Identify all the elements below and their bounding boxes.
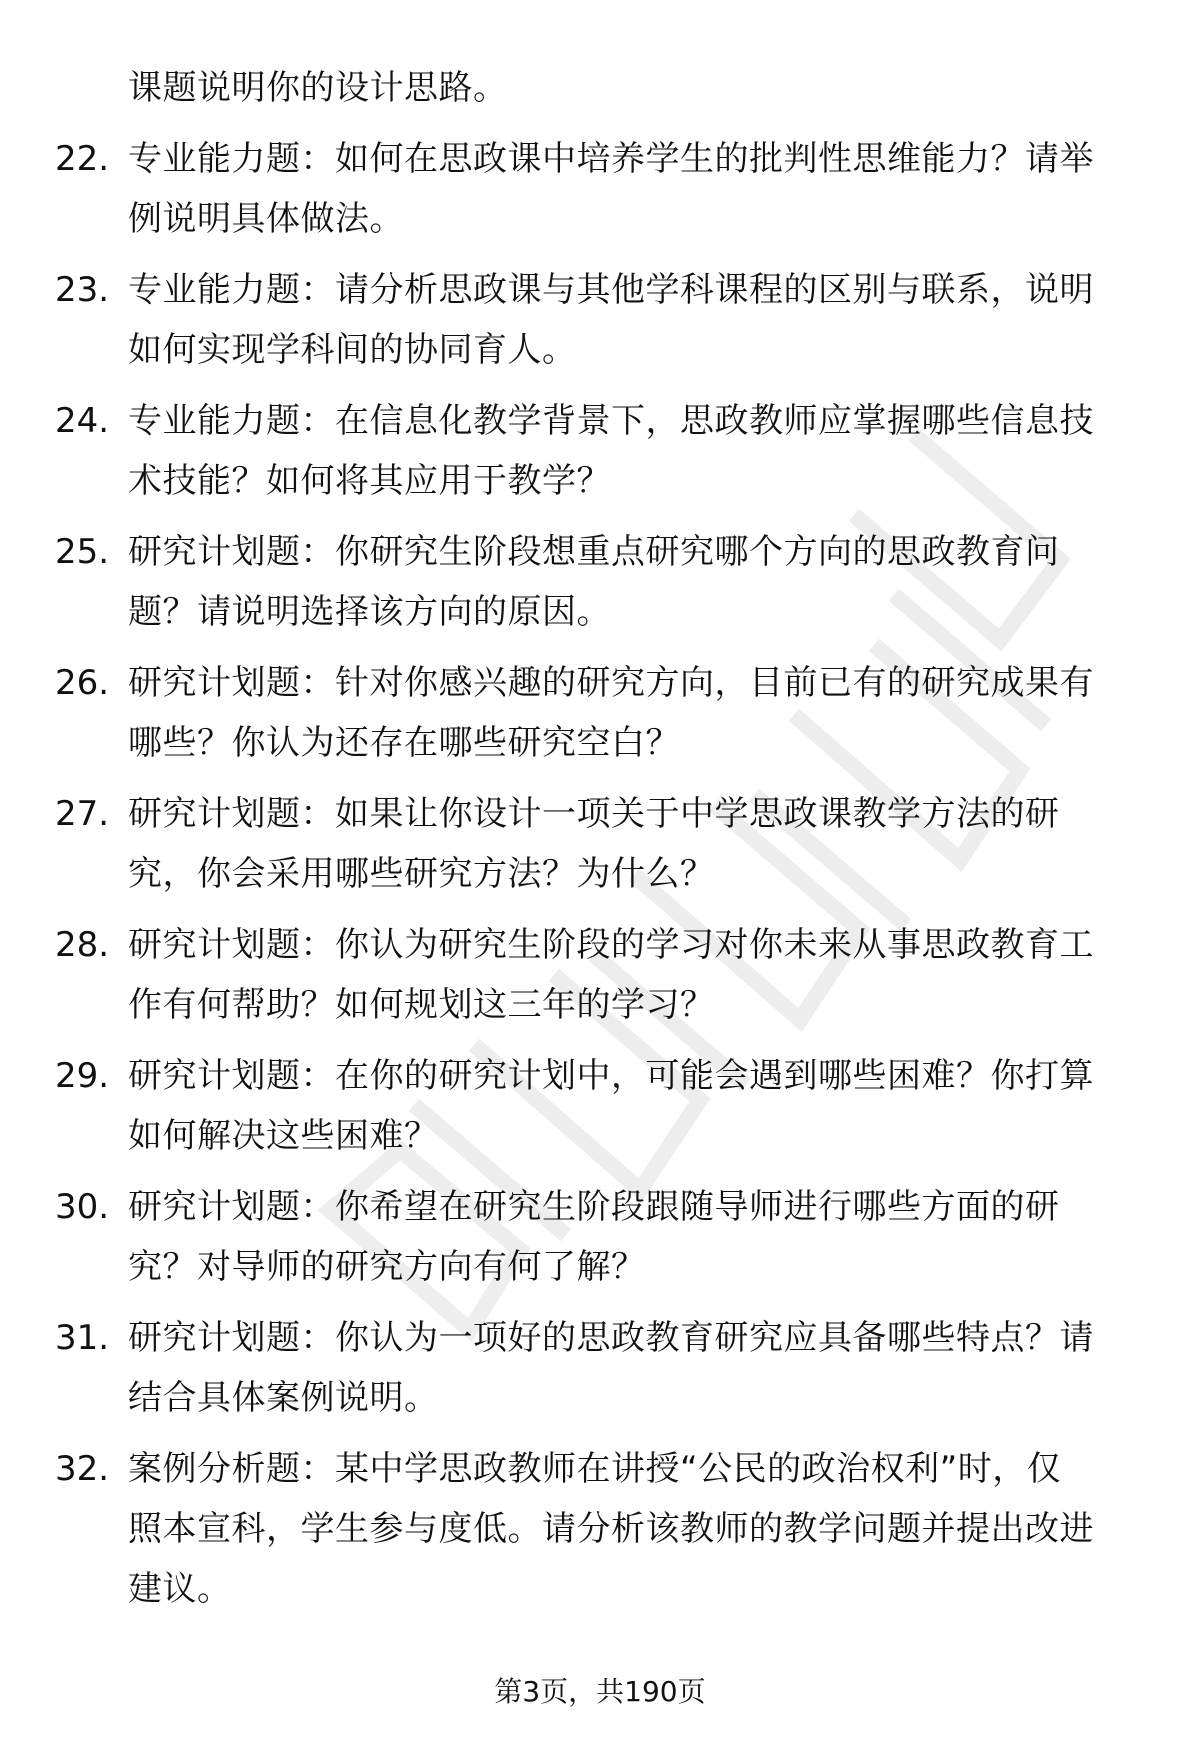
list-item	[55, 129, 1145, 249]
item-number: 28.	[55, 925, 110, 965]
item-text	[128, 915, 1145, 1035]
item-line: 例说明具体做法。	[128, 199, 404, 239]
list-item	[55, 1046, 1145, 1166]
item-number: 23.	[55, 270, 110, 310]
item-number: 26.	[55, 663, 110, 703]
intro-continuation-line: 课题说明你的设计思路。	[128, 68, 508, 108]
item-line: 结合具体案例说明。	[128, 1378, 439, 1418]
item-line: 专业能力题：如何在思政课中培养学生的批判性思维能力？请举	[128, 139, 1094, 179]
item-line: 究？对导师的研究方向有何了解？	[128, 1247, 646, 1287]
list-item	[55, 391, 1145, 511]
item-number: 32.	[55, 1449, 110, 1489]
item-line: 专业能力题：请分析思政课与其他学科课程的区别与联系，说明	[128, 270, 1094, 310]
item-line: 如何解决这些困难？	[128, 1116, 439, 1156]
item-number: 31.	[55, 1318, 110, 1358]
item-line: 如何实现学科间的协同育人。	[128, 330, 577, 370]
item-text	[128, 391, 1145, 511]
page-number-footer: 第3页，共190页	[494, 1675, 706, 1708]
item-text	[128, 260, 1145, 380]
list-item	[55, 1439, 1145, 1619]
list-item	[55, 1177, 1145, 1297]
item-line: 研究计划题：在你的研究计划中，可能会遇到哪些困难？你打算	[128, 1056, 1094, 1096]
item-line: 照本宣科，学生参与度低。请分析该教师的教学问题并提出改进	[128, 1509, 1094, 1549]
item-line: 专业能力题：在信息化教学背景下，思政教师应掌握哪些信息技	[128, 401, 1094, 441]
list-item	[55, 260, 1145, 380]
item-number: 27.	[55, 794, 110, 834]
item-line: 术技能？如何将其应用于教学？	[128, 461, 611, 501]
item-text	[128, 1439, 1145, 1619]
item-line: 研究计划题：你希望在研究生阶段跟随导师进行哪些方面的研	[128, 1187, 1060, 1227]
item-line: 研究计划题：针对你感兴趣的研究方向，目前已有的研究成果有	[128, 663, 1094, 703]
item-text	[128, 1177, 1145, 1297]
item-line: 究，你会采用哪些研究方法？为什么？	[128, 854, 715, 894]
item-line: 哪些？你认为还存在哪些研究空白？	[128, 723, 680, 763]
item-number: 22.	[55, 139, 110, 179]
list-item	[55, 522, 1145, 642]
item-text	[128, 653, 1145, 773]
question-list	[55, 58, 1145, 1619]
item-text	[128, 129, 1145, 249]
item-number: 25.	[55, 532, 110, 572]
item-line: 研究计划题：你认为一项好的思政教育研究应具备哪些特点？请	[128, 1318, 1094, 1358]
item-text	[128, 784, 1145, 904]
item-number: 29.	[55, 1056, 110, 1096]
list-item	[55, 653, 1145, 773]
list-item	[55, 1308, 1145, 1428]
item-text	[128, 522, 1145, 642]
item-number: 30.	[55, 1187, 110, 1227]
item-line: 作有何帮助？如何规划这三年的学习？	[128, 985, 715, 1025]
item-line: 研究计划题：你认为研究生阶段的学习对你未来从事思政教育工	[128, 925, 1094, 965]
item-line: 题？请说明选择该方向的原因。	[128, 592, 611, 632]
list-item	[55, 915, 1145, 1035]
item-line: 研究计划题：如果让你设计一项关于中学思政课教学方法的研	[128, 794, 1060, 834]
list-item	[55, 784, 1145, 904]
item-line: 案例分析题：某中学思政教师在讲授“公民的政治权利”时，仅	[128, 1449, 1062, 1489]
item-number: 24.	[55, 401, 110, 441]
item-line: 研究计划题：你研究生阶段想重点研究哪个方向的思政教育问	[128, 532, 1060, 572]
item-line: 建议。	[128, 1569, 232, 1609]
item-text	[128, 1046, 1145, 1166]
item-text	[128, 1308, 1145, 1428]
